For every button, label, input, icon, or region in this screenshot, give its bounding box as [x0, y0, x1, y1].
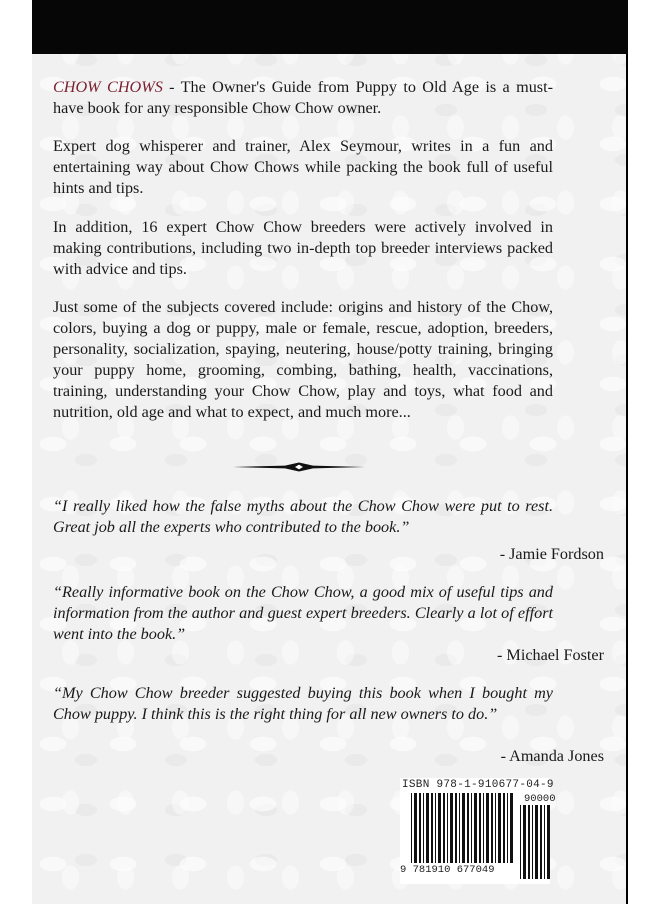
barcode-bar	[471, 793, 472, 863]
addon-barcode-icon	[520, 805, 550, 879]
barcode-bar	[474, 793, 477, 863]
barcode-bar	[435, 793, 436, 863]
subjects-paragraph: Just some of the subjects covered include: origins and history of the Chow, colors, buying a dog or puppy, male or female, rescue, adoption, breeders, personality, socialization, spaying, neutering, house/potty training, bringing your puppy home, grooming, combing, bathing, health, vaccinations, training, understanding your Chow Chow, play and toys, what food and nutrition, old age and what to expect, and much more...	[53, 298, 553, 421]
barcode-bar	[447, 793, 448, 863]
isbn-label: ISBN 978-1-910677-04-9	[402, 779, 554, 791]
barcode-bar	[495, 793, 496, 863]
price-code: 90000	[524, 793, 556, 805]
book-title: CHOW CHOWS	[53, 78, 163, 96]
testimonial-2-quote: “Really informative book on the Chow Chow, a good mix of useful tips and information from the author and guest expert breeders. Clearly a lot of effort went into the book.”	[53, 583, 553, 643]
barcode-bar	[438, 793, 441, 863]
barcode-bar	[443, 793, 445, 863]
barcode-bar	[503, 793, 505, 863]
barcode-bar	[520, 805, 521, 879]
ean-barcode-icon	[411, 793, 515, 863]
barcode-bar	[510, 793, 513, 863]
barcode-bar	[486, 793, 489, 863]
barcode-bar	[523, 805, 526, 879]
ornament-divider-icon	[233, 462, 365, 472]
testimonial-2-author: - Michael Foster	[497, 646, 604, 664]
intro-text: - The Owner's Guide from Puppy to Old Age is a must-have book for any responsible Chow Chow owner.	[53, 78, 553, 117]
barcode-bar	[431, 793, 433, 863]
barcode-bar	[507, 793, 508, 863]
testimonial-3-author: - Amanda Jones	[500, 747, 604, 765]
top-black-bar	[32, 0, 628, 54]
testimonial-3-quote: “My Chow Chow breeder suggested buying this book when I bought my Chow puppy. I think this is the right thing for all new owners to do.”	[53, 684, 553, 723]
author-paragraph: Expert dog whisperer and trainer, Alex Seymour, writes in a fun and entertaining way about Chow Chows while packing the book full of useful hints and tips.	[53, 137, 553, 197]
barcode-bar	[540, 805, 542, 879]
spine-edge	[626, 54, 628, 904]
testimonial-1-author: - Jamie Fordson	[499, 545, 604, 563]
barcode-bar	[532, 805, 533, 879]
barcode-bar	[544, 805, 545, 879]
intro-paragraph	[53, 77, 553, 119]
barcode-bar	[411, 793, 412, 863]
barcode-bar	[414, 793, 417, 863]
barcode-bar	[450, 793, 453, 863]
barcode-bar	[483, 793, 484, 863]
barcode-bar	[528, 805, 530, 879]
testimonial-1-quote: “I really liked how the false myths about the Chow Chow were put to rest. Great job all the experts who contributed to the book.”	[53, 497, 553, 536]
barcode-bar	[419, 793, 421, 863]
barcode-bar	[455, 793, 457, 863]
barcode-bar	[479, 793, 481, 863]
barcode-bar	[535, 805, 538, 879]
barcode-bar	[491, 793, 493, 863]
ean-digits: 9 781910 677049	[400, 864, 495, 876]
barcode-bar	[423, 793, 424, 863]
barcode-bar	[547, 805, 550, 879]
barcode-bar	[498, 793, 501, 863]
barcode-bar	[459, 793, 460, 863]
barcode-bar	[426, 793, 429, 863]
barcode-bar	[462, 793, 465, 863]
breeders-paragraph: In addition, 16 expert Chow Chow breeders were actively involved in making contributions, including two in-depth top breeder interviews packed with advice and tips.	[53, 218, 553, 278]
barcode-bar	[467, 793, 469, 863]
